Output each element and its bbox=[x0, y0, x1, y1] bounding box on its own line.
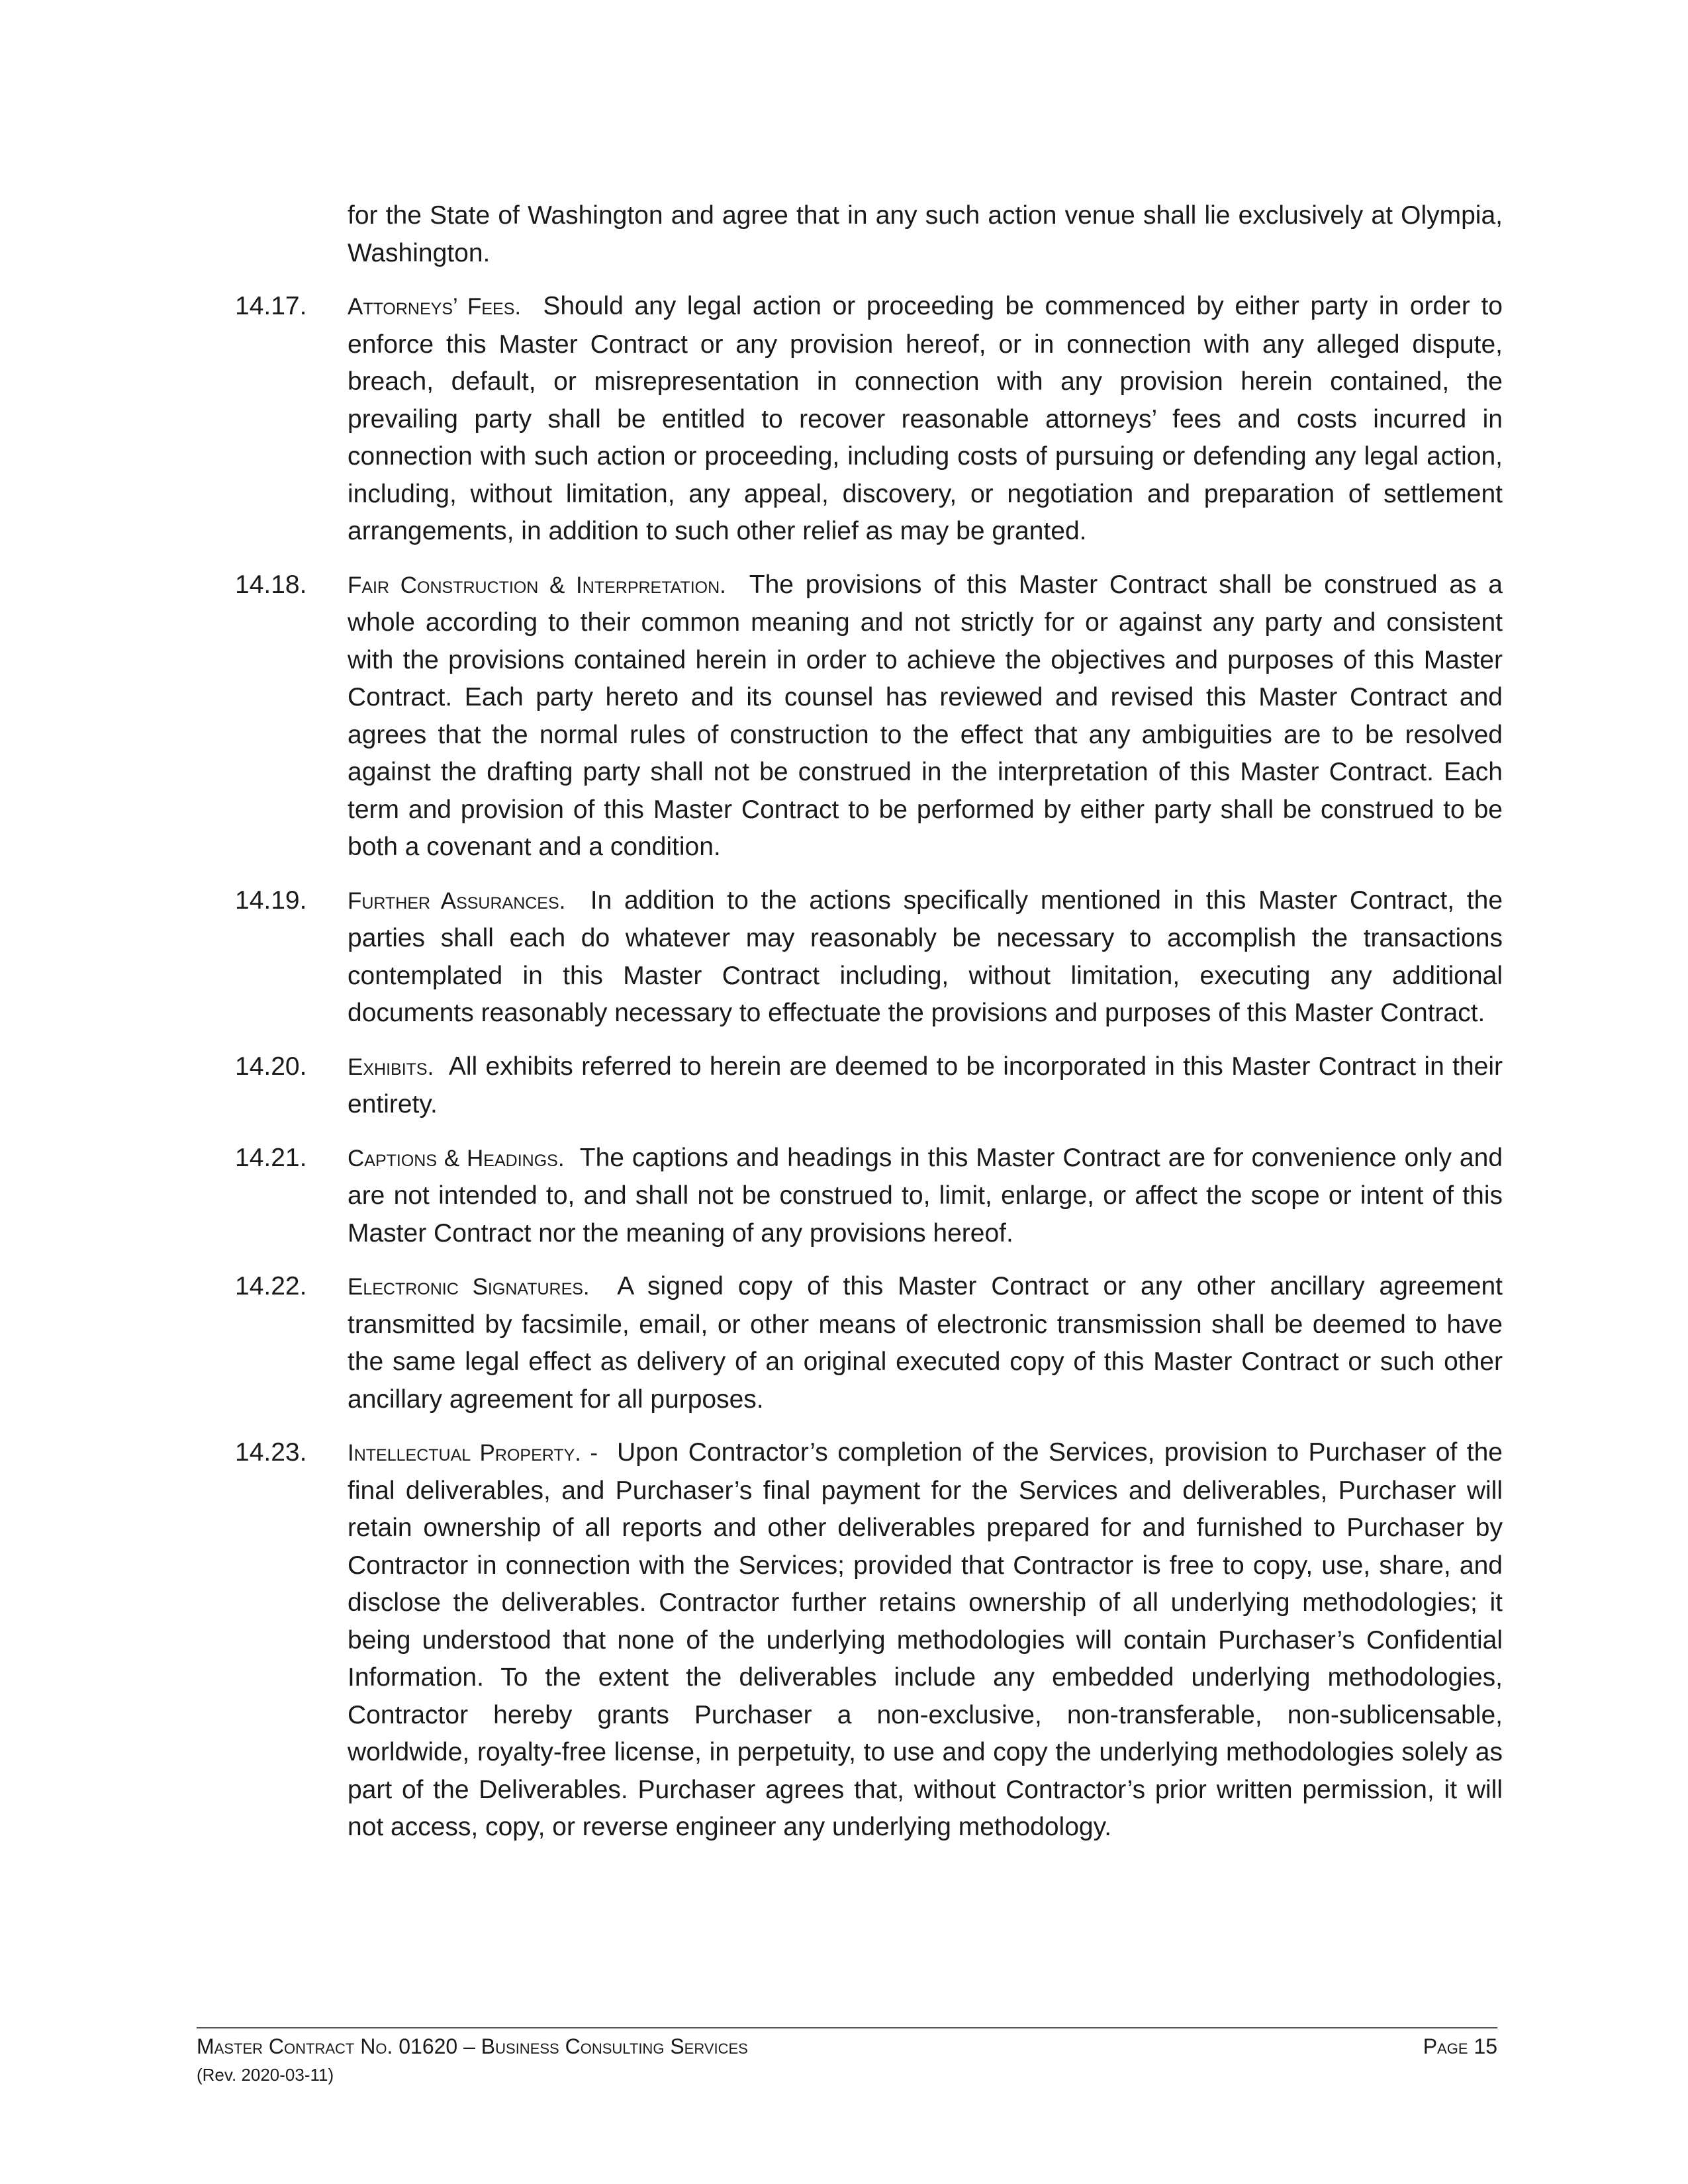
document-body bbox=[235, 197, 1503, 1862]
section-text: In addition to the actions specifically mentioned in this Master Contract, the parties shall each do whatever may reasonably be necessary to accomplish the transactions contemplated in this Master Contract including, without limitation, executing any additional documents reasonably necessary to effectuate the provisions and purposes of this Master Contract. bbox=[348, 886, 1503, 1027]
section-heading: Intellectual Property. - bbox=[348, 1440, 598, 1466]
section-heading: Electronic Signatures. bbox=[348, 1274, 590, 1300]
section-heading: Captions & Headings. bbox=[348, 1145, 565, 1171]
section-14-22 bbox=[235, 1268, 1503, 1418]
section-number: 14.23. bbox=[235, 1438, 307, 1467]
section-heading: Further Assurances. bbox=[348, 887, 566, 914]
section-text: Should any legal action or proceeding be commenced by either party in order to enforce this Master Contract or any provision hereof, or in connection with any alleged dispute, breach, default, or misrepresentation in connection with any provision herein contained, the prevailing party shall be entitled to recover reasonable attorneys’ fees and costs incurred in connection with such action or proceeding, including costs of pursuing or defending any legal action, including, without limitation, any appeal, discovery, or negotiation and preparation of settlement arrangements, in addition to such other relief as may be granted. bbox=[348, 292, 1503, 545]
section-paragraph bbox=[348, 1140, 1503, 1253]
section-14-21 bbox=[235, 1140, 1503, 1253]
section-text: The captions and headings in this Master Contract are for convenience only and are not intended to, and shall not be construed to, limit, enlarge, or affect the scope or intent of this Master Contract nor the meaning of any provisions hereof. bbox=[348, 1143, 1503, 1248]
section-text: The provisions of this Master Contract shall be construed as a whole according to their common meaning and not strictly for or against any party and consistent with the provisions contained herein in order to achieve the objectives and purposes of this Master Contract. Each party hereto and its counsel has reviewed and revised this Master Contract and agrees that the normal rules of construction to the effect that any ambiguities are to be resolved against the drafting party shall not be construed in the interpretation of this Master Contract. Each term and provision of this Master Contract to be performed by either party shall be construed to be both a covenant and a condition. bbox=[348, 570, 1503, 861]
section-text: Upon Contractor’s completion of the Services, provision to Purchaser of the final deliverables, and Purchaser’s final payment for the Services and deliverables, Purchaser will retain ownership of all reports and other deliverables prepared for and furnished to Purchaser by Contractor in connection with the Services; provided that Contractor is free to copy, use, share, and disclose the deliverables. Contractor further retains ownership of all underlying methodologies; it being understood that none of the underlying methodologies will contain Purchaser’s Confidential Information. To the extent the deliverables include any embedded underlying methodologies, Contractor hereby grants Purchaser a non-exclusive, non-transferable, non-sublicensable, worldwide, royalty-free license, in perpetuity, to use and copy the underlying methodologies solely as part of the Deliverables. Purchaser agrees that, without Contractor’s prior written permission, it will not access, copy, or reverse engineer any underlying methodology. bbox=[348, 1438, 1503, 1841]
section-number: 14.22. bbox=[235, 1272, 307, 1300]
section-number: 14.18. bbox=[235, 570, 307, 599]
section-heading: Exhibits. bbox=[348, 1054, 434, 1080]
section-heading: Fair Construction & Interpretation. bbox=[348, 572, 726, 598]
section-number: 14.20. bbox=[235, 1052, 307, 1081]
section-paragraph bbox=[348, 1434, 1503, 1846]
page-number: Page 15 bbox=[1423, 2034, 1497, 2058]
section-14-18 bbox=[235, 567, 1503, 866]
section-number: 14.21. bbox=[235, 1143, 307, 1172]
section-paragraph bbox=[348, 1268, 1503, 1418]
section-text: A signed copy of this Master Contract or any other ancillary agreement transmitted by facsimile, email, or other means of electronic transmission shall be deemed to have the same legal effect as delivery of an original executed copy of this Master Contract or such other ancillary agreement for all purposes. bbox=[348, 1272, 1503, 1414]
section-14-17 bbox=[235, 288, 1503, 551]
section-paragraph bbox=[348, 288, 1503, 551]
section-number: 14.17. bbox=[235, 292, 307, 320]
section-14-19 bbox=[235, 882, 1503, 1032]
section-heading: Attorneys’ Fees. bbox=[348, 294, 522, 320]
section-paragraph bbox=[348, 1048, 1503, 1124]
footer-divider bbox=[197, 2027, 1497, 2028]
footer-title: Master Contract No. 01620 – Business Consulting Services bbox=[197, 2034, 748, 2058]
intro-paragraph: for the State of Washington and agree that in any such action venue shall lie exclusively at Olympia, Washington. bbox=[348, 201, 1503, 267]
section-text: All exhibits referred to herein are deemed to be incorporated in this Master Contract in their entirety. bbox=[348, 1052, 1503, 1118]
section-number: 14.19. bbox=[235, 886, 307, 915]
section-paragraph bbox=[348, 567, 1503, 866]
section-14-20 bbox=[235, 1048, 1503, 1124]
section-14-23 bbox=[235, 1434, 1503, 1846]
section-paragraph bbox=[348, 882, 1503, 1032]
footer-revision: (Rev. 2020-03-11) bbox=[197, 2065, 334, 2085]
